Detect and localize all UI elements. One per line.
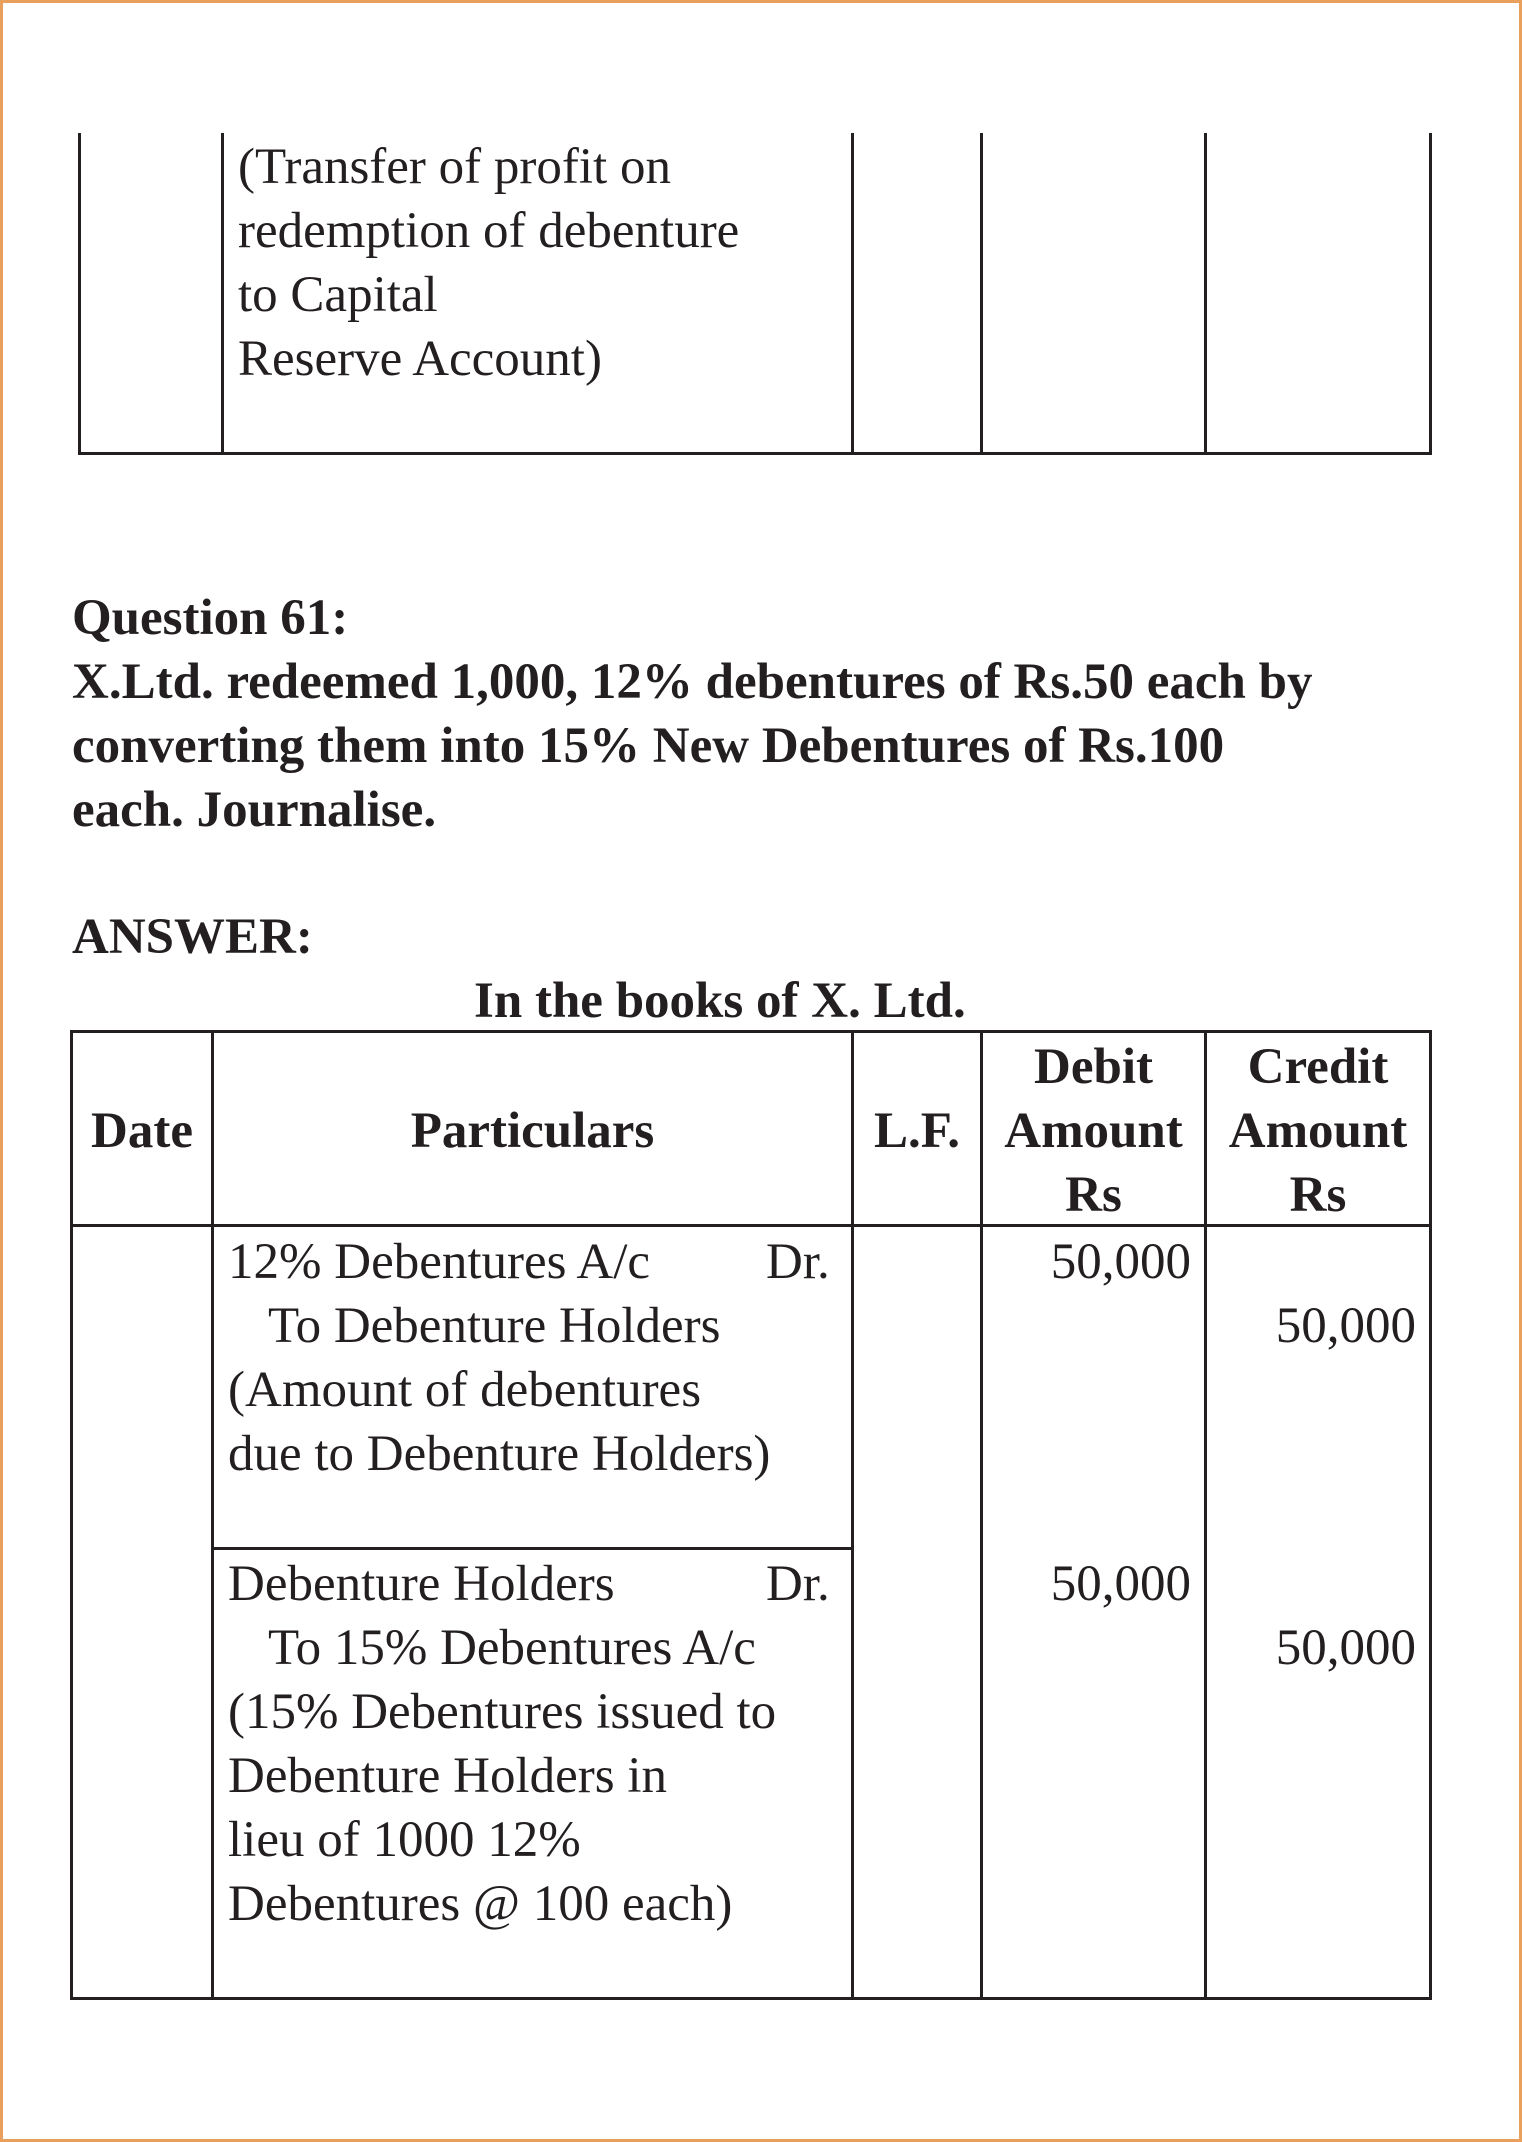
entry-1-narration-line-1: (Amount of debentures <box>228 1362 702 1418</box>
question-line-3: each. Journalise. <box>72 782 437 838</box>
entry-1-narration-line-2: due to Debenture Holders) <box>228 1426 771 1482</box>
prev-narration-line-2: redemption of debenture <box>238 203 740 259</box>
answer-label: ANSWER: <box>72 909 313 965</box>
prev-table-vline-left <box>78 133 81 455</box>
question-heading: Question 61: <box>72 590 349 646</box>
header-credit-line-1: Credit <box>1247 1039 1389 1095</box>
table-left-border <box>70 1030 73 2000</box>
header-credit-line-2: Amount <box>1228 1103 1408 1159</box>
table-right-border <box>1429 1030 1432 2000</box>
entry-2-credit-amount: 50,000 <box>1275 1620 1416 1676</box>
prev-table-vline-particulars <box>851 133 854 455</box>
col-divider-date <box>211 1030 214 2000</box>
prev-narration-line-1: (Transfer of profit on <box>238 139 671 195</box>
book-title: In the books of X. Ltd. <box>474 973 966 1029</box>
header-debit-line-1: Debit <box>1034 1039 1153 1095</box>
prev-table-vline-debit <box>1204 133 1207 455</box>
entry-2-debit-amount: 50,000 <box>1050 1556 1191 1612</box>
entry-1-credit-amount: 50,000 <box>1275 1298 1416 1354</box>
entry-2-narration-line-2: Debenture Holders in <box>228 1748 668 1804</box>
table-top-border <box>70 1030 1432 1033</box>
prev-table-bottom-line <box>78 452 1432 455</box>
col-divider-particulars <box>851 1030 854 2000</box>
entry-separator <box>211 1547 854 1550</box>
prev-table-vline-date <box>221 133 224 455</box>
prev-table-vline-right <box>1429 133 1432 455</box>
entry-2-narration-line-1: (15% Debentures issued to <box>228 1684 777 1740</box>
header-debit-line-2: Amount <box>1004 1103 1183 1159</box>
header-particulars: Particulars <box>410 1103 655 1159</box>
table-bottom-border <box>70 1997 1432 2000</box>
entry-2-dr-label: Dr. <box>766 1556 830 1612</box>
header-date: Date <box>91 1103 193 1159</box>
entry-1-dr-label: Dr. <box>766 1234 830 1290</box>
prev-narration-line-3: to Capital <box>238 267 438 323</box>
question-line-2: converting them into 15% New Debentures of Rs.100 <box>72 718 1225 774</box>
entry-1-debit-account: 12% Debentures A/c <box>228 1234 651 1290</box>
entry-1-credit-account: To Debenture Holders <box>268 1298 721 1354</box>
header-lf: L.F. <box>874 1103 960 1159</box>
header-credit-line-3: Rs <box>1289 1167 1347 1223</box>
entry-1-debit-amount: 50,000 <box>1050 1234 1191 1290</box>
entry-2-narration-line-3: lieu of 1000 12% <box>228 1812 581 1868</box>
question-line-1: X.Ltd. redeemed 1,000, 12% debentures of Rs.50 each by <box>72 654 1313 710</box>
prev-narration-line-4: Reserve Account) <box>238 331 602 387</box>
prev-table-vline-lf <box>980 133 983 455</box>
entry-2-debit-account: Debenture Holders <box>228 1556 615 1612</box>
header-debit-line-3: Rs <box>1065 1167 1122 1223</box>
entry-2-credit-account: To 15% Debentures A/c <box>268 1620 756 1676</box>
entry-2-narration-line-4: Debentures @ 100 each) <box>228 1876 733 1932</box>
